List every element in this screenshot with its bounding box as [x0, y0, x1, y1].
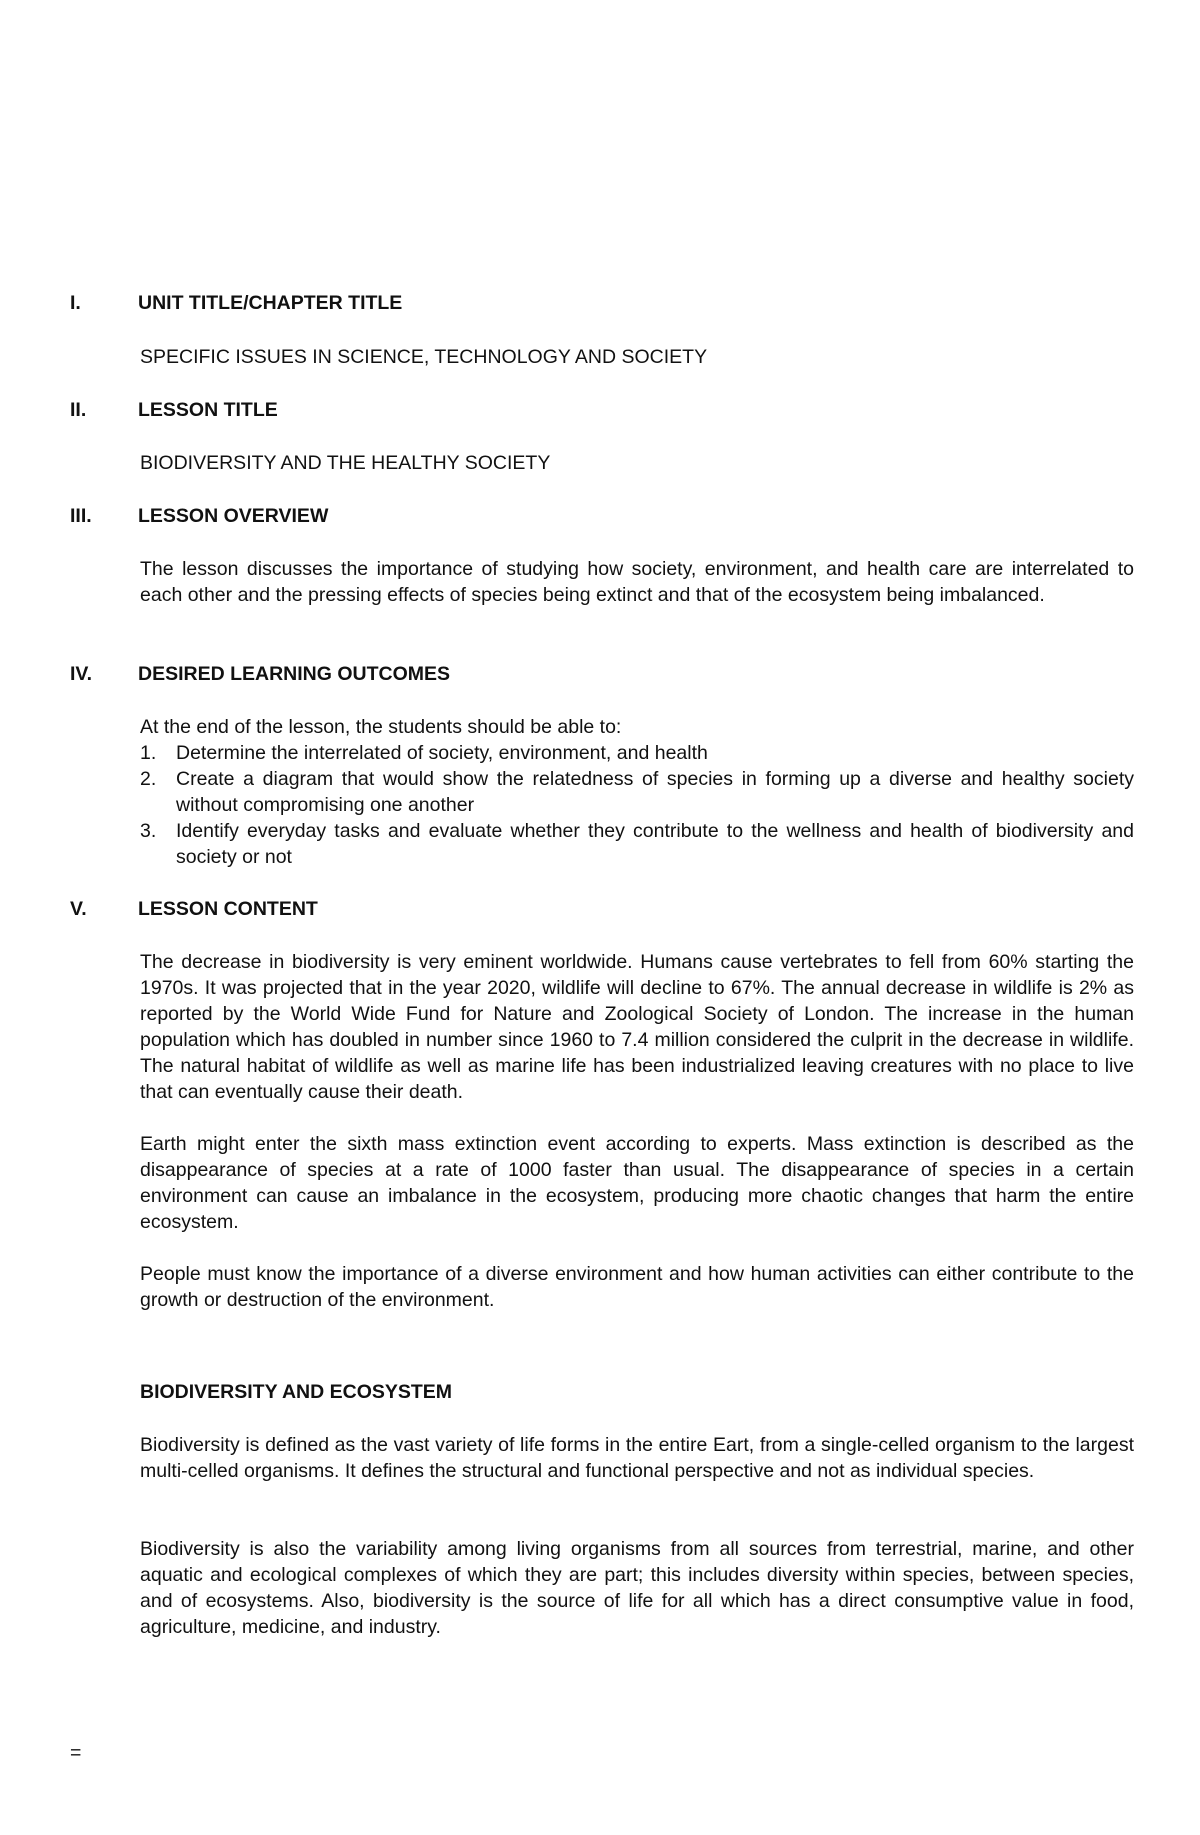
- list-item-text: Create a diagram that would show the relatedness of species in forming up a diverse and healthy society without compromising one another: [176, 768, 1134, 816]
- list-item-number: 3.: [140, 820, 157, 842]
- content-paragraph-2: Earth might enter the sixth mass extinction event according to experts. Mass extinction is described as the disappearance of species at a rate of 1000 faster than usual. The disappearance of species in a certain environment can cause an imbalance in the ecosystem, producing more chaotic changes that harm the entire ecosystem.: [140, 1133, 1134, 1233]
- section-number: IV.: [70, 663, 93, 685]
- outcomes-block: [140, 714, 1134, 870]
- section-heading-lesson-title: [70, 397, 1130, 423]
- section-title: DESIRED LEARNING OUTCOMES: [138, 663, 451, 685]
- section-heading-lesson-overview: [70, 503, 1130, 529]
- sub-paragraph-2: Biodiversity is also the variability among living organisms from all sources from terrestrial, marine, and other aquatic and ecological complexes of which they are part; this includes diversity within species, between species, and of ecosystems. Also, biodiversity is the source of life for all which has a direct consumptive value in food, agriculture, medicine, and industry.: [140, 1538, 1134, 1638]
- sub-paragraph-1: Biodiversity is defined as the vast variety of life forms in the entire Eart, from a single-celled organism to the largest multi-celled organisms. It defines the structural and functional perspective and not as individual species.: [140, 1434, 1134, 1482]
- section-heading-lesson-content: [70, 896, 1130, 922]
- list-item-number: 1.: [140, 742, 157, 764]
- list-item-number: 2.: [140, 768, 157, 790]
- content-paragraph-1: The decrease in biodiversity is very eminent worldwide. Humans cause vertebrates to fell from 60% starting the 1970s. It was projected that in the year 2020, wildlife will decline to 67%. The annual decrease in wildlife is 2% as reported by the World Wide Fund for Nature and Zoological Society of London. The increase in the human population which has doubled in number since 1960 to 7.4 million considered the culprit in the decrease in wildlife. The natural habitat of wildlife as well as marine life has been industrialized leaving creatures with no place to live that can eventually cause their death.: [140, 951, 1134, 1103]
- subheading-biodiversity-ecosystem: BIODIVERSITY AND ECOSYSTEM: [140, 1381, 453, 1403]
- section-number: III.: [70, 505, 92, 527]
- outcomes-list: [140, 740, 1134, 870]
- list-item: [140, 818, 1134, 870]
- section-title: UNIT TITLE/CHAPTER TITLE: [138, 292, 403, 314]
- outcomes-intro: At the end of the lesson, the students should be able to:: [140, 716, 622, 738]
- list-item: [140, 740, 1134, 766]
- list-item-text: Determine the interrelated of society, environment, and health: [176, 742, 708, 764]
- section-number: I.: [70, 292, 81, 314]
- section-title: LESSON OVERVIEW: [138, 505, 329, 527]
- section-heading-learning-outcomes: [70, 661, 1130, 687]
- section-number: V.: [70, 898, 87, 920]
- list-item: [140, 766, 1134, 818]
- content-paragraph-3: People must know the importance of a diverse environment and how human activities can either contribute to the growth or destruction of the environment.: [140, 1263, 1134, 1311]
- list-item-text: Identify everyday tasks and evaluate whether they contribute to the wellness and health of biodiversity and society or not: [176, 820, 1134, 868]
- footer-mark: =: [70, 1742, 82, 1764]
- section-title: LESSON CONTENT: [138, 898, 318, 920]
- section-number: II.: [70, 399, 87, 421]
- section-title: LESSON TITLE: [138, 399, 278, 421]
- lesson-title-text: BIODIVERSITY AND THE HEALTHY SOCIETY: [140, 452, 551, 474]
- overview-paragraph: The lesson discusses the importance of studying how society, environment, and health care are interrelated to each other and the pressing effects of species being extinct and that of the ecosystem being imbalanced.: [140, 558, 1134, 606]
- unit-title-text: SPECIFIC ISSUES IN SCIENCE, TECHNOLOGY AND SOCIETY: [140, 346, 708, 368]
- section-heading-unit-title: [70, 290, 1130, 316]
